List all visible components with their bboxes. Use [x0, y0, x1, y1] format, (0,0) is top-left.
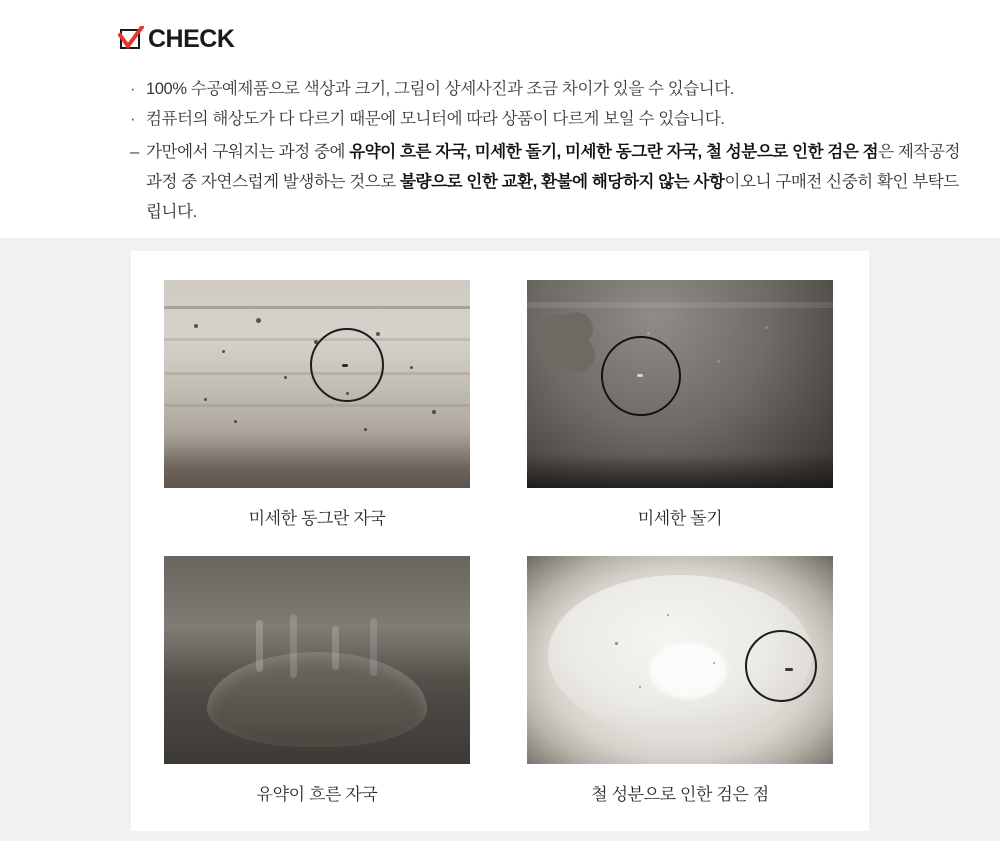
notice-item	[130, 104, 970, 134]
notice-segment-emphasis: 불량으로 인한 교환, 환불에 해당하지 않는 사항	[400, 173, 725, 191]
notice-item-text: 100% 수공예제품으로 색상과 크기, 그림이 상세사진과 조금 차이가 있을 수 있습니다.	[146, 80, 735, 98]
gallery-item	[527, 280, 833, 529]
notice-item-text: 컴퓨터의 해상도가 다 다르기 때문에 모니터에 따라 상품이 다르게 보일 수 있습니다.	[146, 110, 725, 128]
check-heading	[118, 26, 234, 52]
defect-highlight-circle	[745, 630, 817, 702]
check-notice-section	[0, 0, 1000, 238]
bullet-marker: –	[130, 143, 139, 161]
check-mark-icon	[118, 26, 144, 52]
glaze-drip-photo	[164, 556, 470, 764]
gallery-caption: 유약이 흐른 자국	[256, 785, 378, 804]
white-bowl-photo	[527, 556, 833, 764]
dark-cup-photo	[527, 280, 833, 488]
cup-handle	[535, 314, 589, 368]
gallery-caption: 미세한 동그란 자국	[248, 509, 386, 528]
notice-segment-emphasis: 유약이 흐른 자국, 미세한 돌기, 미세한 동그란 자국, 철 성분으로 인한 검은 점	[349, 143, 879, 161]
gallery-item	[164, 280, 470, 529]
bullet-marker: ·	[130, 80, 136, 98]
gallery-item	[527, 556, 833, 805]
gallery-item	[164, 556, 470, 805]
notice-segment: 은 제작공정 과정 중 자연스럽게 발생하는 것으로	[146, 143, 961, 191]
notice-item	[130, 74, 970, 104]
notice-segment: 이오니 구매전 신중히 확인 부탁드립니다.	[146, 173, 959, 221]
notice-item-text	[146, 137, 970, 227]
notice-list	[130, 74, 970, 227]
notice-segment: 가만에서 구워지는 과정 중에	[146, 143, 350, 161]
photo-grid	[131, 251, 869, 831]
page-title: CHECK	[148, 24, 235, 53]
notice-item	[130, 137, 970, 227]
example-photo-card	[131, 251, 869, 831]
speckled-bowl-photo	[164, 280, 470, 488]
gallery-caption: 미세한 돌기	[637, 509, 723, 528]
gallery-caption: 철 성분으로 인한 검은 점	[591, 785, 769, 804]
bullet-marker: ·	[130, 110, 136, 128]
